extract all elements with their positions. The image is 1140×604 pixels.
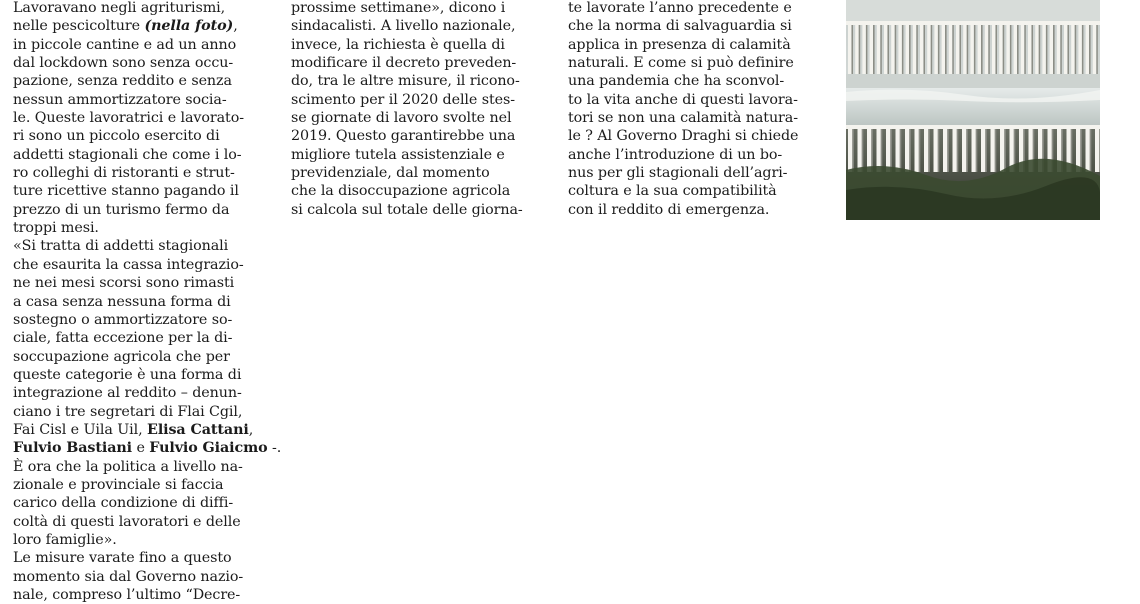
article-column-2 xyxy=(291,0,549,219)
text-run: -. xyxy=(267,440,282,457)
railing-post xyxy=(1078,24,1081,74)
railing-post-shadow xyxy=(1004,128,1006,172)
text-line: si calcola sul totale delle giorna- xyxy=(291,201,523,218)
text-line: ro colleghi di ristoranti e strut- xyxy=(13,165,235,182)
railing-post-shadow xyxy=(862,128,864,172)
railing-post xyxy=(956,24,959,74)
railing-post xyxy=(1071,24,1074,74)
article-column-3 xyxy=(568,0,826,219)
railing-post-shadow xyxy=(974,24,976,74)
railing-post xyxy=(906,24,909,74)
text-line: Lavoravano negli agriturismi, xyxy=(13,0,226,16)
railing-post xyxy=(1042,24,1045,74)
railing-post xyxy=(972,128,976,172)
railing-post xyxy=(962,128,966,172)
text-line: modificare il decreto preveden- xyxy=(291,55,517,72)
text-line: dal lockdown sono senza occu- xyxy=(13,55,234,72)
fish-farm-photo xyxy=(846,0,1100,220)
text-line: soccupazione agricola che per xyxy=(13,348,230,365)
railing-post-shadow xyxy=(890,128,892,172)
railing-post xyxy=(1050,24,1053,74)
railing-post-shadow xyxy=(1080,128,1082,172)
text-line: nus per gli stagionali dell’agri- xyxy=(568,165,788,182)
railing-post xyxy=(898,24,901,74)
railing-post xyxy=(896,128,900,172)
railing-post-shadow xyxy=(1082,24,1084,74)
railing-post-shadow xyxy=(938,128,940,172)
railing-post xyxy=(981,128,985,172)
railing-post xyxy=(877,24,880,74)
railing-post-shadow xyxy=(880,24,882,74)
text-line: 2019. Questo garantirebbe una xyxy=(291,128,516,145)
railing-post-shadow xyxy=(931,24,933,74)
railing-post xyxy=(978,24,981,74)
text-line: invece, la richiesta è quella di xyxy=(291,36,505,53)
text-line: integrazione al reddito – denun- xyxy=(13,385,242,402)
text-line xyxy=(13,421,271,439)
railing-post xyxy=(848,24,851,74)
text-line: prezzo di un turismo fermo da xyxy=(13,201,230,218)
railing-post-shadow xyxy=(851,24,853,74)
railing-post-shadow xyxy=(1067,24,1069,74)
railing-post-shadow xyxy=(945,24,947,74)
railing-post-shadow xyxy=(1003,24,1005,74)
railing-bar xyxy=(846,125,1100,129)
railing-post-shadow xyxy=(1075,24,1077,74)
railing-post xyxy=(1006,24,1009,74)
railing-post xyxy=(1057,24,1060,74)
railing-post-shadow xyxy=(1010,24,1012,74)
railing-post-shadow xyxy=(1031,24,1033,74)
text-line: naturali. E come si può definire xyxy=(568,55,794,72)
railing-post xyxy=(920,24,923,74)
text-line: ciale, fatta eccezione per la di- xyxy=(13,330,233,347)
railing-post xyxy=(934,24,937,74)
railing-bar xyxy=(846,21,1100,25)
railing-post xyxy=(934,128,938,172)
railing-post-shadow xyxy=(923,24,925,74)
railing-post-shadow xyxy=(957,128,959,172)
railing-post xyxy=(867,128,871,172)
railing-post-shadow xyxy=(909,128,911,172)
railing-post-shadow xyxy=(1099,128,1100,172)
text-line: «Si tratta di addetti stagionali xyxy=(13,238,229,255)
railing-post xyxy=(1014,24,1017,74)
text-line: Le misure varate fino a questo xyxy=(13,550,232,567)
railing-post xyxy=(915,128,919,172)
text-line: le. Queste lavoratrici e lavorato- xyxy=(13,110,244,127)
railing-post xyxy=(999,24,1002,74)
railing-post-shadow xyxy=(916,24,918,74)
railing-post xyxy=(1035,24,1038,74)
railing-post-shadow xyxy=(852,128,854,172)
text-run: Fai Cisl e Uila Uil, xyxy=(13,421,148,438)
text-line: ne nei mesi scorsi sono rimasti xyxy=(13,275,235,292)
railing-post xyxy=(991,128,995,172)
railing-post-shadow xyxy=(909,24,911,74)
text-line xyxy=(13,17,271,35)
text-line: ri sono un piccolo esercito di xyxy=(13,128,220,145)
railing-post-shadow xyxy=(887,24,889,74)
railing-post-shadow xyxy=(988,24,990,74)
text-line: che la disoccupazione agricola xyxy=(291,183,511,200)
railing-post xyxy=(970,24,973,74)
railing-post-shadow xyxy=(881,128,883,172)
railing-post xyxy=(985,24,988,74)
railing-post xyxy=(886,128,890,172)
railing-post-shadow xyxy=(895,24,897,74)
text-line: se giornate di lavoro svolte nel xyxy=(291,110,512,127)
railing-post xyxy=(1028,24,1031,74)
railing-post-shadow xyxy=(1053,24,1055,74)
name-highlight: Elisa Cattani xyxy=(147,421,249,438)
railing-post xyxy=(913,24,916,74)
railing-post-shadow xyxy=(1024,24,1026,74)
text-run: nelle pescicolture xyxy=(13,18,145,35)
text-line: in piccole cantine e ad un anno xyxy=(13,36,237,53)
railing-post xyxy=(924,128,928,172)
railing-post xyxy=(1095,128,1099,172)
text-line: che la norma di salvaguardia si xyxy=(568,18,792,35)
railing-post xyxy=(855,24,858,74)
text-line: te lavorate l’anno precedente e xyxy=(568,0,792,16)
railing-post xyxy=(891,24,894,74)
railing-post xyxy=(858,128,862,172)
text-line xyxy=(13,439,282,457)
railing-post-shadow xyxy=(976,128,978,172)
text-line: coltura e la sua compatibilità xyxy=(568,183,777,200)
railing-post xyxy=(949,24,952,74)
railing-post-shadow xyxy=(859,24,861,74)
railing-post xyxy=(848,128,852,172)
text-line: nale, compreso l’ultimo “Decre- xyxy=(13,587,241,603)
railing-post xyxy=(905,128,909,172)
railing-post-shadow xyxy=(928,128,930,172)
text-line: momento sia dal Governo nazio- xyxy=(13,568,244,585)
text-line: troppi mesi. xyxy=(13,220,99,237)
text-line: sindacalisti. A livello nazionale, xyxy=(291,18,516,35)
railing-post xyxy=(1093,24,1096,74)
railing-post xyxy=(1086,128,1090,172)
text-line: zionale e provinciale si faccia xyxy=(13,476,224,493)
text-line: carico della condizione di diffi- xyxy=(13,495,234,512)
railing-post-shadow xyxy=(1089,24,1091,74)
text-line: con il reddito di emergenza. xyxy=(568,201,770,218)
railing-post xyxy=(943,128,947,172)
railing-post-shadow xyxy=(959,24,961,74)
railing-post xyxy=(862,24,865,74)
railing-post-shadow xyxy=(952,24,954,74)
railing-post-shadow xyxy=(900,128,902,172)
text-line: migliore tutela assistenziale e xyxy=(291,146,505,163)
text-run: , xyxy=(248,421,254,438)
text-line: loro famiglie». xyxy=(13,531,117,548)
railing-post-shadow xyxy=(873,24,875,74)
text-line: do, tra le altre misure, il ricono- xyxy=(291,73,520,90)
text-line: prossime settimane», dicono i xyxy=(291,0,506,16)
text-line: addetti stagionali che come i lo- xyxy=(13,146,242,163)
railing-post-shadow xyxy=(966,128,968,172)
railing-post-shadow xyxy=(1017,24,1019,74)
text-run: e xyxy=(132,440,150,457)
text-line: to la vita anche di questi lavora- xyxy=(568,91,798,108)
railing-post-shadow xyxy=(1090,128,1092,172)
text-line: coltà di questi lavoratori e delle xyxy=(13,513,241,530)
name-highlight: Fulvio Bastiani xyxy=(13,440,132,457)
railing-post xyxy=(992,24,995,74)
text-line: applica in presenza di calamità xyxy=(568,36,791,53)
text-line: a casa senza nessuna forma di xyxy=(13,293,231,310)
railing-post-shadow xyxy=(866,24,868,74)
text-line: nessun ammortizzatore socia- xyxy=(13,91,227,108)
railing-post-shadow xyxy=(1096,24,1098,74)
text-line: ciano i tre segretari di Flai Cgil, xyxy=(13,403,243,420)
text-line: scimento per il 2020 delle stes- xyxy=(291,91,515,108)
railing-post xyxy=(1064,24,1067,74)
text-line: tori se non una calamità natura- xyxy=(568,110,798,127)
text-line: sostegno o ammortizzatore so- xyxy=(13,311,233,328)
text-line: previdenziale, dal momento xyxy=(291,165,490,182)
railing-post-shadow xyxy=(981,24,983,74)
text-line: pazione, senza reddito e senza xyxy=(13,73,232,90)
name-highlight: Fulvio Giaicmo xyxy=(149,440,268,457)
text-run: , xyxy=(233,18,238,35)
railing-post-shadow xyxy=(1060,24,1062,74)
railing-post xyxy=(877,128,881,172)
railing-post-shadow xyxy=(1039,24,1041,74)
railing-post-shadow xyxy=(947,128,949,172)
railing-post-shadow xyxy=(902,24,904,74)
railing-post-shadow xyxy=(967,24,969,74)
railing-post-shadow xyxy=(1046,24,1048,74)
article-column-1 xyxy=(13,0,282,604)
text-line: anche l’introduzione di un bo- xyxy=(568,146,783,163)
railing-post xyxy=(884,24,887,74)
text-line: che esaurita la cassa integrazio- xyxy=(13,256,244,273)
railing-post xyxy=(942,24,945,74)
railing-post-shadow xyxy=(985,128,987,172)
railing-post-shadow xyxy=(871,128,873,172)
photo-reference: (nella foto) xyxy=(144,18,234,35)
railing-post xyxy=(1021,24,1024,74)
railing-post xyxy=(870,24,873,74)
railing-post xyxy=(1000,128,1004,172)
text-line: ture ricettive stanno pagando il xyxy=(13,183,239,200)
railing-post-shadow xyxy=(995,128,997,172)
railing-post-shadow xyxy=(995,24,997,74)
text-line: una pandemia che ha sconvol- xyxy=(568,73,785,90)
railing-post xyxy=(963,24,966,74)
text-line: queste categorie è una forma di xyxy=(13,366,242,383)
railing-post-shadow xyxy=(919,128,921,172)
railing-post xyxy=(927,24,930,74)
text-line: È ora che la politica a livello na- xyxy=(13,458,243,475)
text-line: le ? Al Governo Draghi si chiede xyxy=(568,128,799,145)
fish-farm-photo-graphic xyxy=(846,0,1100,220)
railing-post xyxy=(953,128,957,172)
railing-post xyxy=(1086,24,1089,74)
railing-post-shadow xyxy=(938,24,940,74)
